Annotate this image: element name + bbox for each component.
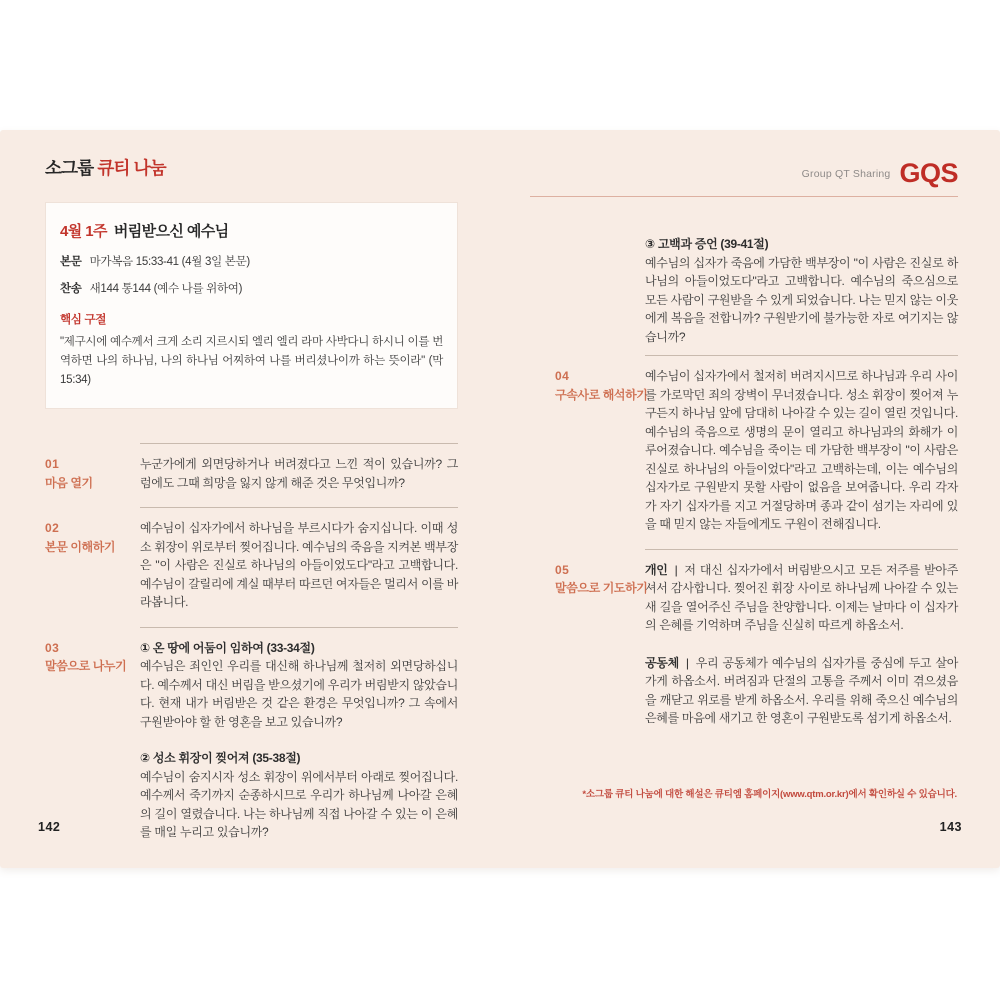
- page-number-right: 143: [939, 820, 962, 834]
- section-01-label: [45, 443, 140, 507]
- section-03-title: 말씀으로 나누기: [45, 659, 127, 673]
- lesson-week: 4월 1주: [60, 223, 107, 240]
- hymn-label: 찬송: [60, 283, 82, 295]
- section-05-number: 05: [555, 562, 570, 577]
- subpoint-3-heading: ③ 고백과 증언 (39-41절): [645, 237, 769, 251]
- left-page-title-accent: 큐티 나눔: [97, 158, 166, 178]
- subpoint-2-text: 예수님이 숨지시자 성소 휘장이 위에서부터 아래로 찢어집니다. 예수께서 죽기까지 순종하시므로 우리가 하나님께 나아갈 은혜의 길이 열렸습니다. 나는 하나님께 직접 나아갈 수 있는 이 은혜를 매일 누리고 있습니까?: [140, 769, 458, 839]
- gqs-logo: GQS: [899, 158, 958, 188]
- section-02-number: 02: [45, 521, 60, 535]
- section-04-label: [530, 355, 648, 549]
- section-04-body: [645, 355, 958, 549]
- book-spread: [0, 130, 1000, 868]
- passage-row: [60, 253, 443, 271]
- key-verse-text: "제구시에 예수께서 크게 소리 지르시되 엘리 엘리 라마 사박다니 하시니 이를 번역하면 나의 하나님, 나의 하나님 어찌하여 나를 버리셨나이까 하는 뜻이라" (막 15:34): [60, 336, 443, 386]
- personal-prayer-prefix: 개인: [645, 562, 668, 577]
- community-prayer-text: 우리 공동체가 예수님의 십자가를 중심에 두고 살아가게 하옵소서. 버려짐과 단절의 고통을 주께서 이미 겪으셨음을 깨닫고 위로를 받게 하옵소서. 우리를 위해 죽으신 예수님의 은혜를 마음에 새기고 한 영혼이 구원받도록 섬기게 하옵소서.: [645, 655, 958, 725]
- footnote: *소그룹 큐티 나눔에 대한 해설은 큐티엠 홈페이지(www.qtm.or.kr)에서 확인하실 수 있습니다.: [582, 789, 957, 800]
- section-04: [530, 355, 958, 549]
- subpoint-1-text: 예수님은 죄인인 우리를 대신해 하나님께 철저히 외면당하십니다. 예수께서 대신 버림을 받으셨기에 우리가 버림받지 않았습니다. 현재 내가 버림받은 것 같은 환경은 무엇입니까? 그 속에서 구원받아야 할 한 영혼을 보고 있습니까?: [140, 659, 458, 729]
- passage-label: 본문: [60, 256, 82, 268]
- section-03-body: [140, 627, 458, 857]
- lesson-title-row: [60, 220, 443, 241]
- section-03: [45, 627, 458, 857]
- section-02-title: 본문 이해하기: [45, 539, 116, 554]
- community-prayer: [645, 654, 958, 728]
- lesson-title: 버림받으신 예수님: [113, 223, 229, 240]
- key-verse-label: 핵심 구절: [60, 314, 107, 326]
- left-sections: [45, 443, 458, 857]
- personal-prayer: [645, 561, 958, 635]
- right-page-header: [530, 160, 958, 197]
- left-page-title: [45, 155, 458, 180]
- subpoint-3-text: 예수님의 십자가 죽음에 가담한 백부장이 "이 사람은 진실로 하나님의 아들이었도다"라고 고백합니다. 예수님의 죽으심으로 모든 사람이 구원받을 수 있게 되었습니다. 나는 믿지 않는 이웃에게 복음을 전합니까? 구원받기에 불가능한 자로 여기지는 않습니까?: [645, 255, 958, 344]
- page-number-left: 142: [38, 820, 61, 834]
- section-02-body: [140, 507, 458, 627]
- community-prayer-prefix: 공동체: [645, 655, 679, 670]
- section-05-body: [645, 549, 958, 743]
- section-03-number: 03: [45, 640, 60, 655]
- prayer-separator: |: [674, 562, 678, 577]
- section-03-continuation: [645, 235, 958, 346]
- section-05: [530, 549, 958, 743]
- subpoint-2-heading: ② 성소 휘장이 찢어져 (35-38절): [140, 751, 301, 765]
- left-page: [45, 130, 458, 857]
- section-01-number: 01: [45, 457, 60, 471]
- left-page-title-prefix: 소그룹: [45, 158, 94, 178]
- personal-prayer-text: 저 대신 십자가에서 버림받으시고 모든 저주를 받아주셔서 감사합니다. 찢어진 휘장 사이로 하나님께 나아갈 수 있는 새 길을 열어주신 주님을 찬양합니다. 이제는 날마다 이 십자가의 은혜를 기억하며 주님을 신실히 따르게 하옵소서.: [645, 562, 958, 632]
- section-05-label: [530, 549, 648, 743]
- section-04-number: 04: [555, 369, 570, 383]
- header-subtitle: Group QT Sharing: [801, 168, 891, 180]
- lesson-info-box: [45, 202, 458, 409]
- paragraph: 예수님이 십자가에서 철저히 버려지시므로 하나님과 우리 사이를 가로막던 죄의 장벽이 무너졌습니다. 성소 휘장이 찢어져 누구든지 하나님 앞에 담대히 나아갈 수 있는 길이 열린 것입니다. 예수님의 죽음으로 생명의 문이 열리고 하나님과의 화해가 이루어졌습니다. 예수님을 죽이는 데 가담한 백부장이 "이 사람은 진실로 하나님의 아들이었다"라고 고백하는데, 이는 예수님의 십자가로 구원받지 못할 사람이 없음을 보여줍니다. 우리 각자가 자기 십자가를 지고 거절당하며 종과 같이 섬기는 자리에 있을 때 믿지 않는 자들에게도 구원이 전해집니다.: [645, 369, 958, 531]
- paragraph: 예수님이 십자가에서 하나님을 부르시다가 숨지십니다. 이때 성소 휘장이 위로부터 찢어집니다. 예수님의 죽음을 지켜본 백부장은 "이 사람은 진실로 하나님의 아들이었도다"라고 고백합니다. 예수님이 갈릴리에 계실 때부터 따르던 여자들은 멀리서 이를 바라봅니다.: [140, 521, 458, 609]
- section-01-body: [140, 443, 458, 507]
- section-02: [45, 507, 458, 627]
- prayer-separator: |: [685, 655, 689, 670]
- right-page: [530, 130, 958, 743]
- paragraph: 누군가에게 외면당하거나 버려졌다고 느낀 적이 있습니까? 그럼에도 그때 희망을 잃지 않게 해준 것은 무엇입니까?: [140, 457, 458, 490]
- hymn-value: 새144 통144 (예수 나를 위하여): [89, 283, 243, 295]
- subpoint-1-heading: ① 온 땅에 어둠이 임하여 (33-34절): [140, 640, 315, 655]
- section-02-label: [45, 507, 140, 627]
- section-01-title: 마음 열기: [45, 475, 93, 490]
- section-01: [45, 443, 458, 507]
- section-04-title: 구속사로 해석하기: [555, 387, 648, 402]
- hymn-row: [60, 280, 443, 298]
- right-sections: [530, 355, 958, 743]
- section-05-title: 말씀으로 기도하기: [555, 581, 648, 595]
- passage-value: 마가복음 15:33-41 (4월 3일 본문): [89, 256, 250, 268]
